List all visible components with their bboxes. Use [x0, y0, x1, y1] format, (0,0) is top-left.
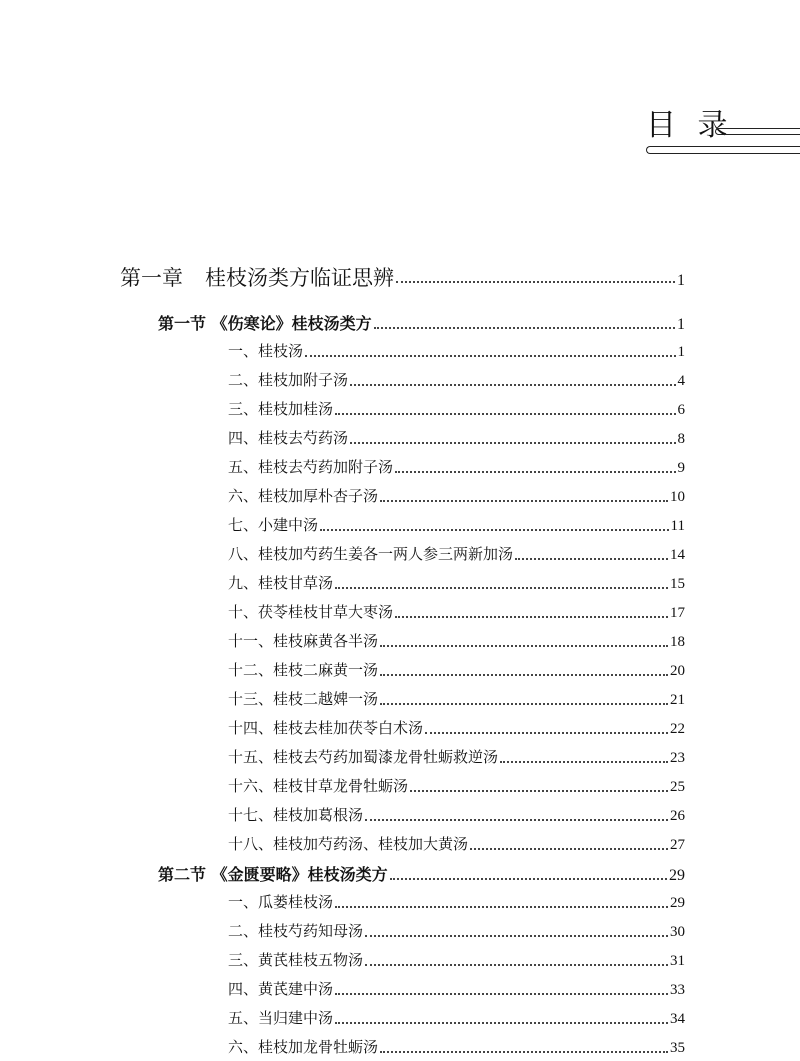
toc-item-entry[interactable] [228, 978, 685, 999]
dot-leader [380, 645, 668, 647]
toc-item-entry[interactable] [228, 1007, 685, 1028]
toc-item-entry[interactable] [228, 630, 685, 651]
page-number: 29 [670, 895, 685, 911]
item-title: 一、桂枝汤 [228, 342, 304, 360]
item-title: 三、黄芪桂枝五物汤 [228, 951, 364, 969]
page-number: 14 [670, 547, 685, 563]
dot-leader [380, 500, 668, 502]
toc-item-entry[interactable] [228, 804, 685, 825]
toc-item-entry[interactable] [228, 456, 685, 477]
chapter-title: 桂枝汤类方临证思辨 [205, 266, 394, 290]
toc-item-entry[interactable] [228, 746, 685, 767]
dot-leader [395, 471, 675, 473]
header-rule-top [715, 128, 800, 135]
section-title: 第一节 《伤寒论》桂枝汤类方 [158, 314, 372, 333]
dot-leader [335, 587, 668, 589]
page-number: 25 [670, 779, 685, 795]
page-number: 34 [670, 1011, 685, 1027]
header-rule-bottom [646, 146, 800, 154]
toc-item-entry[interactable] [228, 920, 685, 941]
toc-section-entry[interactable] [158, 311, 685, 334]
dot-leader [320, 529, 669, 531]
dot-leader [396, 281, 675, 283]
page-number: 29 [669, 867, 685, 884]
dot-leader [380, 703, 668, 705]
toc-item-entry[interactable] [228, 427, 685, 448]
item-title: 十四、桂枝去桂加茯苓白术汤 [228, 719, 424, 737]
dot-leader [500, 761, 668, 763]
toc-item-entry[interactable] [228, 659, 685, 680]
dot-leader [395, 616, 668, 618]
page-number: 35 [670, 1040, 685, 1056]
toc-item-entry[interactable] [228, 572, 685, 593]
item-title: 六、桂枝加龙骨牡蛎汤 [228, 1038, 379, 1056]
item-title: 三、桂枝加桂汤 [228, 400, 334, 418]
dot-leader [365, 935, 668, 937]
dot-leader [365, 819, 668, 821]
page-number: 23 [670, 750, 685, 766]
dot-leader [390, 878, 667, 880]
page-number: 20 [670, 663, 685, 679]
dot-leader [365, 964, 668, 966]
page-number: 31 [670, 953, 685, 969]
dot-leader [335, 993, 668, 995]
item-title: 二、桂枝芍药知母汤 [228, 922, 364, 940]
page-number: 21 [670, 692, 685, 708]
item-title: 八、桂枝加芍药生姜各一两人参三两新加汤 [228, 545, 514, 563]
page-number: 27 [670, 837, 685, 853]
toc-section-entry[interactable] [158, 862, 685, 885]
dot-leader [335, 413, 675, 415]
toc-item-entry[interactable] [228, 949, 685, 970]
item-title: 十、茯苓桂枝甘草大枣汤 [228, 603, 394, 621]
toc-item-entry[interactable] [228, 369, 685, 390]
item-title: 一、瓜蒌桂枝汤 [228, 893, 334, 911]
page-number: 11 [670, 518, 685, 534]
chapter-number: 第一章 [120, 266, 183, 290]
page-number: 9 [677, 460, 685, 476]
page-number: 8 [677, 431, 685, 447]
dot-leader [380, 1051, 668, 1053]
page-number: 1 [677, 344, 685, 360]
toc-item-entry[interactable] [228, 398, 685, 419]
toc-item-entry[interactable] [228, 340, 685, 361]
page-number: 18 [670, 634, 685, 650]
toc-item-entry[interactable] [228, 485, 685, 506]
page-number: 10 [670, 489, 685, 505]
dot-leader [374, 327, 675, 329]
item-title: 十六、桂枝甘草龙骨牡蛎汤 [228, 777, 409, 795]
item-title: 十二、桂枝二麻黄一汤 [228, 661, 379, 679]
page-number: 17 [670, 605, 685, 621]
dot-leader [305, 355, 675, 357]
dot-leader [380, 674, 668, 676]
item-title: 九、桂枝甘草汤 [228, 574, 334, 592]
toc-item-entry[interactable] [228, 1036, 685, 1057]
dot-leader [350, 442, 675, 444]
dot-leader [425, 732, 668, 734]
toc-item-entry[interactable] [228, 543, 685, 564]
page-number: 15 [670, 576, 685, 592]
item-title: 十七、桂枝加葛根汤 [228, 806, 364, 824]
toc-item-entry[interactable] [228, 833, 685, 854]
item-title: 二、桂枝加附子汤 [228, 371, 349, 389]
page-number: 26 [670, 808, 685, 824]
toc-item-entry[interactable] [228, 717, 685, 738]
item-title: 六、桂枝加厚朴杏子汤 [228, 487, 379, 505]
toc-item-entry[interactable] [228, 775, 685, 796]
item-title: 十三、桂枝二越婢一汤 [228, 690, 379, 708]
dot-leader [350, 384, 675, 386]
page-number: 30 [670, 924, 685, 940]
item-title: 十五、桂枝去芍药加蜀漆龙骨牡蛎救逆汤 [228, 748, 499, 766]
dot-leader [410, 790, 668, 792]
toc-item-entry[interactable] [228, 688, 685, 709]
item-title: 四、黄芪建中汤 [228, 980, 334, 998]
item-title: 五、桂枝去芍药加附子汤 [228, 458, 394, 476]
section-title: 第二节 《金匮要略》桂枝汤类方 [158, 865, 388, 884]
toc-chapter-entry[interactable] [120, 262, 685, 292]
dot-leader [335, 1022, 668, 1024]
dot-leader [470, 848, 668, 850]
page-number: 6 [677, 402, 685, 418]
toc-title: 目 录 [646, 108, 734, 143]
toc-item-entry[interactable] [228, 891, 685, 912]
item-title: 七、小建中汤 [228, 516, 319, 534]
dot-leader [335, 906, 668, 908]
item-title: 十八、桂枝加芍药汤、桂枝加大黄汤 [228, 835, 469, 853]
toc-item-entry[interactable] [228, 514, 685, 535]
page-number: 4 [677, 373, 685, 389]
dot-leader [515, 558, 668, 560]
page-number: 1 [677, 316, 685, 333]
toc-item-entry[interactable] [228, 601, 685, 622]
item-title: 四、桂枝去芍药汤 [228, 429, 349, 447]
page-number: 22 [670, 721, 685, 737]
item-title: 五、当归建中汤 [228, 1009, 334, 1027]
page-number: 33 [670, 982, 685, 998]
item-title: 十一、桂枝麻黄各半汤 [228, 632, 379, 650]
page-number: 1 [677, 272, 685, 289]
